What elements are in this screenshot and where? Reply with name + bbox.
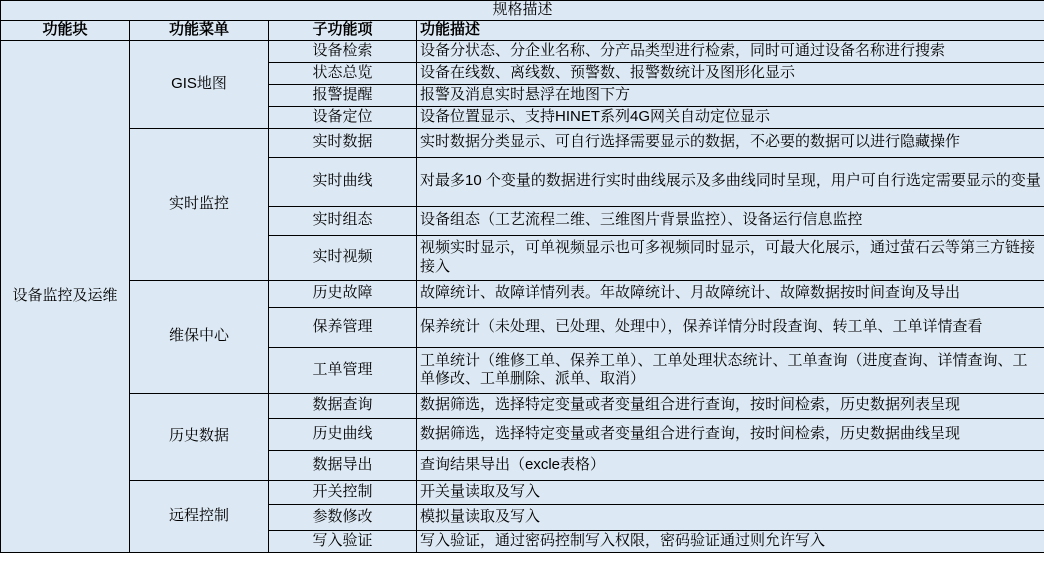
table-row: [1, 393, 1044, 418]
cell-description: 实时数据分类显示、可自行选择需要显示的数据，不必要的数据可以进行隐藏操作: [417, 128, 1044, 157]
cell-sub-function: 数据查询: [269, 393, 417, 418]
cell-function-block: 设备监控及运维: [1, 40, 130, 552]
cell-sub-function: 历史曲线: [269, 418, 417, 450]
table-row: [1, 280, 1044, 307]
cell-description: 报警及消息实时悬浮在地图下方: [417, 84, 1044, 106]
cell-sub-function: 设备检索: [269, 40, 417, 62]
cell-sub-function: 实时视频: [269, 235, 417, 280]
cell-sub-function: 实时数据: [269, 128, 417, 157]
cell-description: 设备组态（工艺流程二维、三维图片背景监控）、设备运行信息监控: [417, 206, 1044, 235]
cell-description: 工单统计（维修工单、保养工单）、工单处理状态统计、工单查询（进度查询、详情查询、工单修改、工单删除、派单、取消）: [417, 347, 1044, 393]
cell-sub-function: 状态总览: [269, 62, 417, 84]
cell-sub-function: 实时曲线: [269, 157, 417, 206]
cell-description: 数据筛选，选择特定变量或者变量组合进行查询，按时间检索，历史数据曲线呈现: [417, 418, 1044, 450]
cell-sub-function: 数据导出: [269, 450, 417, 480]
cell-sub-function: 保养管理: [269, 307, 417, 347]
cell-description: 故障统计、故障详情列表。年故障统计、月故障统计、故障数据按时间查询及导出: [417, 280, 1044, 307]
cell-menu-remote-control: 远程控制: [130, 480, 269, 552]
cell-menu-maintenance-center: 维保中心: [130, 280, 269, 393]
cell-menu-gis-map: GIS地图: [130, 40, 269, 128]
cell-sub-function: 实时组态: [269, 206, 417, 235]
table-row: [1, 128, 1044, 157]
cell-description: 视频实时显示，可单视频显示也可多视频同时显示，可最大化展示，通过萤石云等第三方链接接入: [417, 235, 1044, 280]
cell-sub-function: 历史故障: [269, 280, 417, 307]
cell-menu-history-data: 历史数据: [130, 393, 269, 480]
table-row: [1, 480, 1044, 504]
cell-sub-function: 参数修改: [269, 504, 417, 530]
cell-description: 数据筛选，选择特定变量或者变量组合进行查询，按时间检索，历史数据列表呈现: [417, 393, 1044, 418]
title-row: [1, 1, 1044, 21]
cell-description: 保养统计（未处理、已处理、处理中），保养详情分时段查询、转工单、工单详情查看: [417, 307, 1044, 347]
table-title: 规格描述: [1, 1, 1044, 21]
col-header-sub: 子功能项: [269, 21, 417, 41]
col-header-menu: 功能菜单: [130, 21, 269, 41]
cell-sub-function: 设备定位: [269, 106, 417, 128]
cell-description: 开关量读取及写入: [417, 480, 1044, 504]
table-row: [1, 40, 1044, 62]
cell-sub-function: 写入验证: [269, 530, 417, 552]
cell-description: 设备在线数、离线数、预警数、报警数统计及图形化显示: [417, 62, 1044, 84]
cell-description: 写入验证，通过密码控制写入权限，密码验证通过则允许写入: [417, 530, 1044, 552]
cell-description: 设备分状态、分企业名称、分产品类型进行检索，同时可通过设备名称进行搜索: [417, 40, 1044, 62]
cell-description: 对最多10 个变量的数据进行实时曲线展示及多曲线同时呈现，用户可自行选定需要显示的变量: [417, 157, 1044, 206]
cell-sub-function: 工单管理: [269, 347, 417, 393]
col-header-desc: 功能描述: [417, 21, 1044, 41]
col-header-block: 功能块: [1, 21, 130, 41]
cell-sub-function: 报警提醒: [269, 84, 417, 106]
header-row: [1, 21, 1044, 41]
cell-menu-realtime-monitor: 实时监控: [130, 128, 269, 280]
cell-description: 查询结果导出（excle表格）: [417, 450, 1044, 480]
cell-description: 设备位置显示、支持HINET系列4G网关自动定位显示: [417, 106, 1044, 128]
cell-description: 模拟量读取及写入: [417, 504, 1044, 530]
cell-sub-function: 开关控制: [269, 480, 417, 504]
